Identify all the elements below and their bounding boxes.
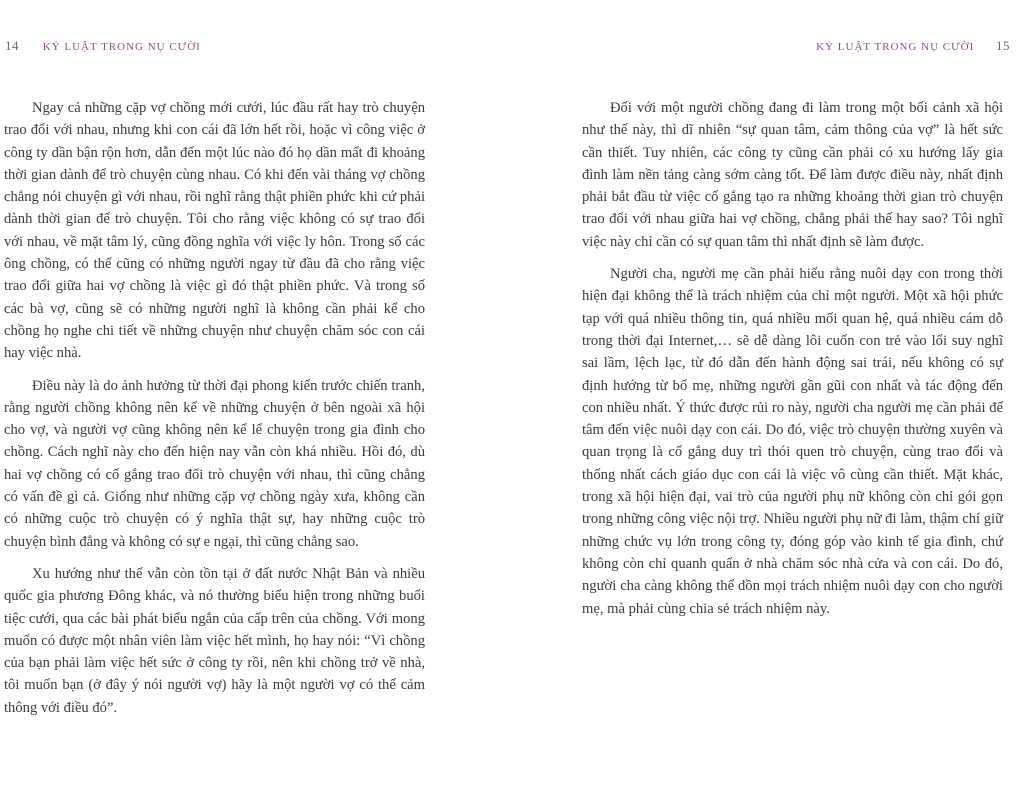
left-page-number: 14 (5, 38, 19, 53)
left-page-header (5, 38, 201, 54)
right-page-number: 15 (996, 38, 1010, 53)
right-paragraph-2: Người cha, người mẹ cần phải hiểu rằng nuôi dạy con trong thời hiện đại không thể là trách nhiệm của chỉ một người. Một xã hội phức tạp với quá nhiều thông tin, quá nhiều mối quan hệ, quá nhiều cám dỗ trong thời đại Internet,… sẽ dễ dàng lôi cuốn con trẻ vào lối suy nghĩ sai lầm, lệch lạc, từ đó dẫn đến hành động sai trái, nếu không có sự định hướng từ bố mẹ, những người gần gũi con nhất và tác động đến con nhiều nhất. Ý thức được rủi ro này, người cha người mẹ cần phải để tâm đến việc nuôi dạy con cái. Do đó, việc trò chuyện thường xuyên và quan trọng là cố gắng duy trì thói quen trò chuyện, cùng trao đổi và thống nhất cách giáo dục con cái là việc vô cùng cần thiết. Mặt khác, trong xã hội hiện đại, vai trò của người phụ nữ không còn chỉ gói gọn trong những công việc nội trợ. Nhiều người phụ nữ đi làm, thậm chí giữ những chức vụ lớn trong công ty, đóng góp vào kinh tế gia đình, chứ không còn chỉ quanh quẩn ở nhà chăm sóc nhà cửa và con cái. Do đó, người cha càng không thể dồn mọi trách nhiệm nuôi dạy con cho người mẹ, mà phải cùng chia sẻ trách nhiệm này. (582, 266, 1003, 617)
left-running-head: KỶ LUẬT TRONG NỤ CƯỜI (42, 41, 201, 53)
left-paragraph-1: Ngay cả những cặp vợ chồng mới cưới, lúc đầu rất hay trò chuyện trao đổi với nhau, nhưng khi con cái đã lớn hết rồi, hoặc vì công việc ở công ty dần bận rộn hơn, dẫn đến một lúc nào đó họ dần mất đi khoảng thời gian dành để trò chuyện cùng nhau. Có khi đến vài tháng vợ chồng chẳng nói chuyện gì với nhau, rồi nghĩ rằng thật phiền phức khi cứ phải dành thời gian để trò chuyện. Tôi cho rằng việc không có sự trao đổi với nhau, về mặt tâm lý, cũng đồng nghĩa với việc ly hôn. Trong số các ông chồng, có thể cũng có những người ngay từ đầu đã cho rằng việc trao đổi giữa hai vợ chồng là việc gì đó thật phiền phức. Và trong số các bà vợ, cũng sẽ có những người nghĩ là không cần phải kể cho chồng họ nghe chi tiết về những chuyện như chuyện chăm sóc con cái hay việc nhà. (4, 100, 425, 362)
left-paragraph-2: Điều này là do ảnh hưởng từ thời đại phong kiến trước chiến tranh, rằng người chồng không nên kể về những chuyện ở bên ngoài xã hội cho vợ, và người vợ cũng không nên kể lể chuyện trong gia đình cho chồng. Cách nghĩ này cho đến hiện nay vẫn còn khá nhiều. Hồi đó, dù hai vợ chồng có cố gắng trao đổi trò chuyện với nhau, thì cũng chẳng có vấn đề gì cả. Giống như những cặp vợ chồng ngày xưa, không cần có những cuộc trò chuyện có ý nghĩa thật sự, hay những cuộc trò chuyện bình đẳng và không có sự e ngại, thì cũng chẳng sao. (4, 377, 425, 550)
right-page-header (816, 38, 1010, 54)
right-paragraph-1: Đối với một người chồng đang đi làm trong một bối cảnh xã hội như thế này, thì dĩ nhiên “sự quan tâm, cảm thông của vợ” là hết sức cần thiết. Tuy nhiên, các công ty cũng cần phải có xu hướng lấy gia đình làm nền tảng càng sớm càng tốt. Để làm được điều này, nhất định phải bắt đầu từ việc cố gắng tạo ra những khoảng thời gian trò chuyện trao đổi với nhau giữa hai vợ chồng, chẳng phải thế hay sao? Tôi nghĩ việc này chỉ cần có sự quan tâm thì nhất định sẽ làm được. (582, 100, 1003, 250)
right-page (512, 0, 1024, 787)
left-paragraph-3: Xu hướng như thế vẫn còn tồn tại ở đất nước Nhật Bản và nhiều quốc gia phương Đông khác, và nó thường biểu hiện trong những buổi tiệc cưới, qua các bài phát biểu ngắn của cấp trên của chồng. Với mong muốn có được một nhân viên làm việc hết mình, họ hay nói: “Vì chồng của bạn phải làm việc hết sức ở công ty rồi, nên khi chồng trở về nhà, tôi muốn bạn (ở đây ý nói người vợ) hãy là một người vợ có thể cảm thông với điều đó”. (4, 565, 425, 716)
right-running-head: KỶ LUẬT TRONG NỤ CƯỜI (816, 41, 975, 53)
right-page-body (582, 97, 1003, 630)
left-page-body (4, 97, 425, 729)
